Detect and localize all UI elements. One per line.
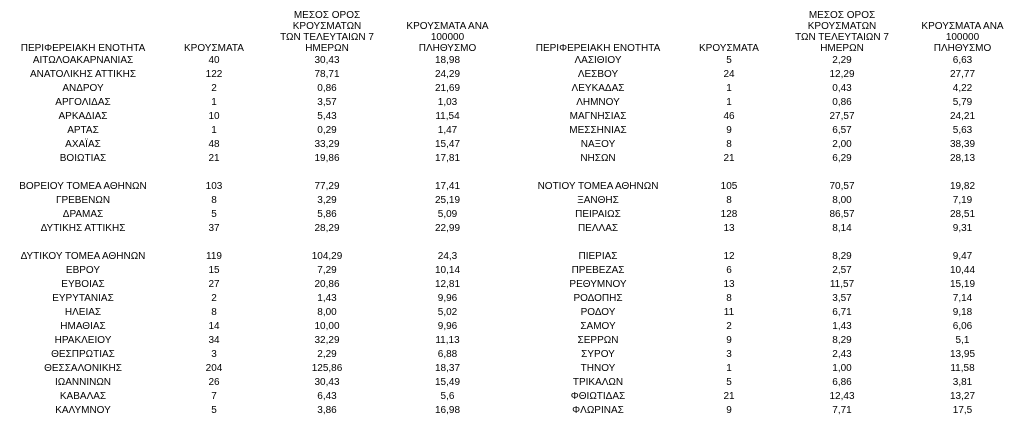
avg7-cell: 32,29 — [314, 335, 340, 346]
per100k-cell: 6,06 — [952, 321, 973, 332]
cases-cell: 1 — [211, 125, 217, 136]
region-cell: ΦΛΩΡΙΝΑΣ — [572, 405, 624, 416]
cases-cell: 1 — [211, 97, 217, 108]
per100k-cell: 24,29 — [434, 69, 461, 80]
cases-cell: 21 — [723, 153, 735, 164]
region-cell: ΝΑΞΟΥ — [580, 139, 616, 150]
region-cell: ΔΡΑΜΑΣ — [62, 209, 104, 220]
avg7-cell: 78,71 — [314, 69, 340, 80]
avg7-cell: 30,43 — [314, 55, 340, 66]
per100k-cell: 28,51 — [949, 209, 976, 220]
avg7-cell: 0,86 — [317, 83, 337, 94]
region-cell: ΛΕΥΚΑΔΑΣ — [571, 83, 625, 94]
region-cell: ΒΟΡΕΙΟΥ ΤΟΜΕΑ ΑΘΗΝΩΝ — [19, 181, 147, 192]
cases-cell: 34 — [208, 335, 220, 346]
cases-cell: 8 — [726, 139, 732, 150]
per100k-cell: 18,37 — [434, 363, 461, 374]
per100k-cell: 1,47 — [437, 125, 458, 136]
region-cell: ΠΕΙΡΑΙΩΣ — [575, 209, 621, 220]
cases-cell: 21 — [208, 153, 220, 164]
per100k-cell: 28,13 — [949, 153, 976, 164]
cases-cell: 27 — [208, 279, 220, 290]
avg7-cell: 12,29 — [829, 69, 855, 80]
per100k-cell: 4,22 — [952, 83, 973, 94]
region-cell: ΣΕΡΡΩΝ — [577, 335, 619, 346]
per100k-cell: 5,09 — [437, 209, 458, 220]
region-cell: ΠΡΕΒΕΖΑΣ — [571, 265, 625, 276]
per100k-cell: 5,02 — [437, 307, 458, 318]
avg7-cell: 86,57 — [829, 209, 855, 220]
per100k-cell: 19,82 — [949, 181, 976, 192]
region-cell: ΚΑΒΑΛΑΣ — [59, 391, 107, 402]
region-cell: ΗΛΕΙΑΣ — [64, 307, 102, 318]
avg7-cell: 30,43 — [314, 377, 340, 388]
cases-cell: 119 — [206, 251, 222, 262]
region-cell: ΡΕΘΥΜΝΟΥ — [569, 279, 627, 290]
avg7-cell: 28,29 — [314, 223, 340, 234]
per100k-cell: 9,18 — [952, 307, 973, 318]
region-cell: ΞΑΝΘΗΣ — [577, 195, 619, 206]
avg7-cell: 20,86 — [314, 279, 340, 290]
per100k-cell: 18,98 — [434, 55, 461, 66]
cases-cell: 9 — [726, 405, 732, 416]
region-cell: ΜΕΣΣΗΝΙΑΣ — [569, 125, 627, 136]
avg7-cell: 33,29 — [314, 139, 340, 150]
region-cell: ΘΕΣΠΡΩΤΙΑΣ — [51, 349, 115, 360]
cases-cell: 105 — [720, 181, 738, 192]
per100k-cell: 17,5 — [952, 405, 973, 416]
header-cases: ΚΡΟΥΣΜΑΤΑ — [699, 43, 759, 54]
cases-cell: 8 — [726, 293, 732, 304]
avg7-cell: 6,29 — [832, 153, 852, 164]
avg7-cell: 6,43 — [317, 391, 337, 402]
per100k-cell: 5,79 — [952, 97, 973, 108]
region-cell: ΛΑΣΙΘΙΟΥ — [574, 55, 622, 66]
region-cell: ΒΟΙΩΤΙΑΣ — [59, 153, 107, 164]
region-cell: ΠΕΛΛΑΣ — [577, 223, 619, 234]
per100k-cell: 5,1 — [955, 335, 970, 346]
avg7-cell: 6,57 — [832, 125, 852, 136]
cases-cell: 10 — [208, 111, 220, 122]
avg7-cell: 3,29 — [317, 195, 337, 206]
per100k-cell: 11,13 — [435, 335, 460, 346]
cases-cell: 8 — [726, 195, 732, 206]
avg7-cell: 8,14 — [832, 223, 852, 234]
avg7-cell: 10,00 — [314, 321, 340, 332]
cases-cell: 11 — [723, 307, 735, 318]
per100k-cell: 12,81 — [434, 279, 461, 290]
cases-cell: 2 — [211, 293, 217, 304]
cases-cell: 2 — [211, 83, 217, 94]
region-cell: ΝΟΤΙΟΥ ΤΟΜΕΑ ΑΘΗΝΩΝ — [537, 181, 659, 192]
per100k-cell: 9,31 — [952, 223, 973, 234]
per100k-cell: 25,19 — [434, 195, 461, 206]
region-cell: ΓΡΕΒΕΝΩΝ — [55, 195, 111, 206]
avg7-cell: 0,29 — [317, 125, 337, 136]
per100k-cell: 15,19 — [949, 279, 976, 290]
avg7-cell: 8,29 — [832, 335, 852, 346]
per100k-cell: 21,69 — [434, 83, 461, 94]
region-cell: ΙΩΑΝΝΙΝΩΝ — [54, 377, 112, 388]
avg7-cell: 2,29 — [317, 349, 337, 360]
avg7-cell: 1,00 — [832, 363, 852, 374]
cases-cell: 24 — [723, 69, 735, 80]
region-cell: ΗΡΑΚΛΕΙΟΥ — [54, 335, 112, 346]
region-cell: ΤΡΙΚΑΛΩΝ — [572, 377, 624, 388]
per100k-cell: 24,21 — [949, 111, 976, 122]
region-cell: ΔΥΤΙΚΟΥ ΤΟΜΕΑ ΑΘΗΝΩΝ — [20, 251, 146, 262]
per100k-cell: 9,96 — [437, 321, 458, 332]
avg7-cell: 5,43 — [317, 111, 337, 122]
region-cell: ΠΙΕΡΙΑΣ — [578, 251, 618, 262]
avg7-cell: 6,86 — [832, 377, 852, 388]
header-per100k: ΚΡΟΥΣΜΑΤΑ ΑΝΑ 100000 ΠΛΗΘΥΣΜΟ — [921, 21, 1004, 54]
avg7-cell: 7,71 — [832, 405, 852, 416]
per100k-cell: 7,14 — [952, 293, 973, 304]
cases-cell: 6 — [726, 265, 732, 276]
region-cell: ΣΥΡΟΥ — [581, 349, 615, 360]
avg7-cell: 3,57 — [832, 293, 852, 304]
cases-cell: 5 — [726, 55, 732, 66]
per100k-cell: 17,41 — [434, 181, 461, 192]
cases-cell: 103 — [205, 181, 223, 192]
region-cell: ΛΕΣΒΟΥ — [577, 69, 619, 80]
header-avg7: ΜΕΣΟΣ ΟΡΟΣ ΚΡΟΥΣΜΑΤΩΝ ΤΩΝ ΤΕΛΕΥΤΑΙΩΝ 7 ΗΜΕΡΩΝ — [280, 10, 374, 54]
cases-cell: 3 — [211, 349, 217, 360]
avg7-cell: 3,57 — [317, 97, 337, 108]
avg7-cell: 2,43 — [832, 349, 852, 360]
per100k-cell: 11,58 — [950, 363, 975, 374]
cases-cell: 7 — [211, 391, 217, 402]
cases-cell: 1 — [726, 83, 732, 94]
per100k-cell: 11,54 — [435, 111, 460, 122]
cases-cell: 46 — [723, 111, 735, 122]
avg7-cell: 77,29 — [314, 181, 340, 192]
avg7-cell: 70,57 — [829, 181, 855, 192]
per100k-cell: 10,44 — [949, 265, 976, 276]
avg7-cell: 2,57 — [832, 265, 852, 276]
cases-cell: 204 — [205, 363, 223, 374]
avg7-cell: 1,43 — [317, 293, 337, 304]
header-avg7: ΜΕΣΟΣ ΟΡΟΣ ΚΡΟΥΣΜΑΤΩΝ ΤΩΝ ΤΕΛΕΥΤΑΙΩΝ 7 ΗΜΕΡΩΝ — [795, 10, 889, 54]
cases-cell: 122 — [205, 69, 223, 80]
cases-cell: 2 — [726, 321, 732, 332]
region-cell: ΦΘΙΩΤΙΔΑΣ — [570, 391, 626, 402]
region-cell: ΑΡΤΑΣ — [67, 125, 99, 136]
cases-cell: 37 — [208, 223, 220, 234]
region-cell: ΕΥΡΥΤΑΝΙΑΣ — [52, 293, 114, 304]
per100k-cell: 22,99 — [434, 223, 461, 234]
region-cell: ΕΒΡΟΥ — [65, 265, 101, 276]
region-cell: ΑΝΑΤΟΛΙΚΗΣ ΑΤΤΙΚΗΣ — [29, 69, 137, 80]
region-cell: ΑΡΚΑΔΙΑΣ — [58, 111, 108, 122]
per100k-cell: 16,98 — [434, 405, 461, 416]
region-cell: ΗΜΑΘΙΑΣ — [60, 321, 106, 332]
per100k-cell: 1,03 — [437, 97, 458, 108]
per100k-cell: 5,63 — [952, 125, 973, 136]
avg7-cell: 0,86 — [832, 97, 852, 108]
cases-cell: 9 — [726, 335, 732, 346]
region-cell: ΔΥΤΙΚΗΣ ΑΤΤΙΚΗΣ — [40, 223, 126, 234]
header-cases: ΚΡΟΥΣΜΑΤΑ — [184, 43, 244, 54]
avg7-cell: 7,29 — [317, 265, 337, 276]
region-cell: ΘΕΣΣΑΛΟΝΙΚΗΣ — [44, 363, 122, 374]
avg7-cell: 2,29 — [832, 55, 852, 66]
per100k-cell: 6,88 — [437, 349, 458, 360]
avg7-cell: 104,29 — [311, 251, 343, 262]
cases-cell: 128 — [720, 209, 738, 220]
avg7-cell: 5,86 — [317, 209, 337, 220]
cases-cell: 5 — [726, 377, 732, 388]
cases-cell: 40 — [208, 55, 220, 66]
region-cell: ΚΑΛΥΜΝΟΥ — [55, 405, 111, 416]
region-cell: ΛΗΜΝΟΥ — [576, 97, 620, 108]
per100k-cell: 10,14 — [434, 265, 461, 276]
per100k-cell: 15,49 — [434, 377, 461, 388]
region-cell: ΡΟΔΟΥ — [580, 307, 616, 318]
avg7-cell: 8,29 — [832, 251, 852, 262]
per100k-cell: 5,6 — [440, 391, 455, 402]
per100k-cell: 27,77 — [949, 69, 976, 80]
cases-cell: 5 — [211, 209, 217, 220]
per100k-cell: 13,95 — [949, 349, 976, 360]
per100k-cell: 7,19 — [952, 195, 973, 206]
cases-cell: 8 — [211, 195, 217, 206]
cases-cell: 8 — [211, 307, 217, 318]
avg7-cell: 2,00 — [832, 139, 852, 150]
avg7-cell: 27,57 — [829, 111, 855, 122]
region-cell: ΑΡΓΟΛΙΔΑΣ — [55, 97, 111, 108]
per100k-cell: 6,63 — [952, 55, 973, 66]
region-cell: ΕΥΒΟΙΑΣ — [61, 279, 105, 290]
avg7-cell: 0,43 — [832, 83, 852, 94]
region-cell: ΡΟΔΟΠΗΣ — [573, 293, 623, 304]
region-cell: ΝΗΣΩΝ — [580, 153, 616, 164]
cases-cell: 21 — [723, 391, 735, 402]
cases-cell: 26 — [208, 377, 220, 388]
header-region: ΠΕΡΙΦΕΡΕΙΑΚΗ ΕΝΟΤΗΤΑ — [535, 43, 661, 54]
header-per100k: ΚΡΟΥΣΜΑΤΑ ΑΝΑ 100000 ΠΛΗΘΥΣΜΟ — [406, 21, 489, 54]
avg7-cell: 12,43 — [829, 391, 855, 402]
avg7-cell: 1,43 — [832, 321, 852, 332]
per100k-cell: 3,81 — [952, 377, 973, 388]
region-cell: ΑΧΑΪΑΣ — [65, 139, 101, 150]
cases-cell: 12 — [723, 251, 735, 262]
per100k-cell: 15,47 — [434, 139, 461, 150]
avg7-cell: 8,00 — [832, 195, 852, 206]
region-cell: ΑΝΔΡΟΥ — [62, 83, 104, 94]
per100k-cell: 17,81 — [434, 153, 461, 164]
cases-cell: 13 — [723, 279, 735, 290]
per100k-cell: 9,96 — [437, 293, 458, 304]
avg7-cell: 8,00 — [317, 307, 337, 318]
per100k-cell: 38,39 — [949, 139, 976, 150]
cases-cell: 5 — [211, 405, 217, 416]
avg7-cell: 3,86 — [317, 405, 337, 416]
header-region: ΠΕΡΙΦΕΡΕΙΑΚΗ ΕΝΟΤΗΤΑ — [20, 43, 146, 54]
avg7-cell: 19,86 — [314, 153, 340, 164]
avg7-cell: 11,57 — [829, 279, 855, 290]
cases-cell: 15 — [208, 265, 220, 276]
avg7-cell: 125,86 — [311, 363, 343, 374]
per100k-cell: 13,27 — [949, 391, 976, 402]
cases-cell: 48 — [208, 139, 220, 150]
cases-cell: 9 — [726, 125, 732, 136]
region-cell: ΑΙΤΩΛΟΑΚΑΡΝΑΝΙΑΣ — [32, 55, 134, 66]
per100k-cell: 9,47 — [952, 251, 973, 262]
per100k-cell: 24,3 — [437, 251, 458, 262]
region-cell: ΜΑΓΝΗΣΙΑΣ — [569, 111, 627, 122]
cases-cell: 13 — [723, 223, 735, 234]
region-cell: ΤΗΝΟΥ — [580, 363, 616, 374]
cases-cell: 1 — [726, 363, 732, 374]
cases-cell: 14 — [208, 321, 220, 332]
region-cell: ΣΑΜΟΥ — [580, 321, 616, 332]
cases-cell: 1 — [726, 97, 732, 108]
cases-cell: 3 — [726, 349, 732, 360]
avg7-cell: 6,71 — [832, 307, 852, 318]
